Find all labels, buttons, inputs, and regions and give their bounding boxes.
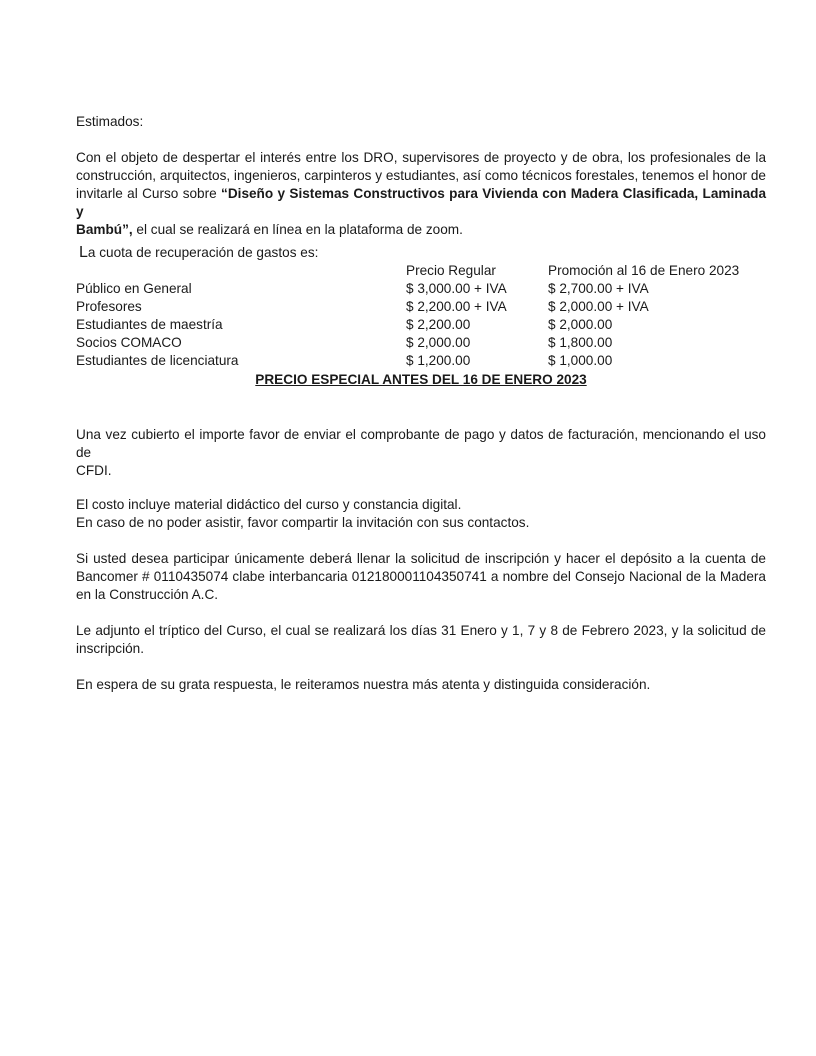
row-regular-price: $ 2,000.00: [406, 335, 471, 350]
intro-line-2: construcción, arquitectos, ingenieros, carpinteros y estudiantes, así como técnicos forestales, tenemos el honor de: [76, 168, 766, 183]
payment-line-2: CFDI.: [76, 463, 112, 478]
course-title-part-1: “Diseño y Sistemas Constructivos para Vivienda con Madera Clasificada, Laminada y: [76, 186, 767, 219]
deposit-line-2: Bancomer # 0110435074 clabe interbancaria 012180001104350741 a nombre del Consejo Nacional de la Madera: [76, 569, 766, 584]
price-row: [76, 352, 766, 370]
price-table-header: [76, 262, 766, 280]
intro-line-1: Con el objeto de despertar el interés entre los DRO, supervisores de proyecto y de obra, los profesionales de la: [76, 150, 766, 165]
row-regular-price: $ 2,200.00 + IVA: [406, 299, 507, 314]
header-regular: Precio Regular: [406, 263, 496, 278]
row-regular-price: $ 2,200.00: [406, 317, 471, 332]
cuota-heading: [76, 244, 766, 262]
row-promo-price: $ 2,000.00: [548, 317, 613, 332]
special-price-heading: PRECIO ESPECIAL ANTES DEL 16 DE ENERO 2023: [255, 372, 587, 387]
row-label: Público en General: [76, 281, 192, 296]
deposit-paragraph: [76, 550, 766, 604]
row-promo-price: $ 1,000.00: [548, 353, 613, 368]
payment-line-1: Una vez cubierto el importe favor de enviar el comprobante de pago y datos de facturación, mencionando el uso de: [76, 427, 766, 460]
includes-line-1: El costo incluye material didáctico del curso y constancia digital.: [76, 497, 462, 512]
row-label: Socios COMACO: [76, 335, 182, 350]
deposit-line-3: en la Construcción A.C.: [76, 587, 219, 602]
row-promo-price: $ 2,000.00 + IVA: [548, 299, 649, 314]
payment-paragraph: [76, 426, 766, 480]
attachment-line-2: inscripción.: [76, 641, 144, 656]
intro-line-3-prefix: invitarle al Curso sobre: [76, 186, 222, 201]
cuota-first-letter: L: [79, 244, 88, 261]
row-regular-price: $ 3,000.00 + IVA: [406, 281, 507, 296]
includes-line-2: En caso de no poder asistir, favor compartir la invitación con sus contactos.: [76, 515, 530, 530]
intro-paragraph: [76, 149, 766, 239]
cuota-text: a cuota de recuperación de gastos es:: [87, 245, 319, 260]
intro-line-4-rest: el cual se realizará en línea en la plataforma de zoom.: [132, 222, 463, 237]
price-row: [76, 316, 766, 334]
intro-line-3: [76, 185, 766, 221]
price-table: [76, 262, 766, 370]
attachment-line-1: Le adjunto el tríptico del Curso, el cual se realizará los días 31 Enero y 1, 7 y 8 de Febrero 2023, y la solicitud de: [76, 623, 766, 638]
price-row: [76, 298, 766, 316]
attachment-paragraph: [76, 622, 766, 658]
greeting: [76, 113, 766, 131]
price-row: [76, 280, 766, 298]
row-promo-price: $ 1,800.00: [548, 335, 613, 350]
includes-paragraph: [76, 496, 766, 532]
row-label: Profesores: [76, 299, 142, 314]
closing-paragraph: [76, 676, 766, 694]
greeting-text: Estimados:: [76, 114, 144, 129]
row-label: Estudiantes de licenciatura: [76, 353, 239, 368]
row-label: Estudiantes de maestría: [76, 317, 223, 332]
closing-text: En espera de su grata respuesta, le reiteramos nuestra más atenta y distinguida consideración.: [76, 677, 651, 692]
row-promo-price: $ 2,700.00 + IVA: [548, 281, 649, 296]
course-title-part-2: Bambú”,: [76, 222, 133, 237]
intro-line-4: [76, 221, 766, 239]
deposit-line-1: Si usted desea participar únicamente deberá llenar la solicitud de inscripción y hacer el depósito a la cuenta de: [76, 551, 766, 566]
header-promo: Promoción al 16 de Enero 2023: [548, 263, 740, 278]
price-row: [76, 334, 766, 352]
row-regular-price: $ 1,200.00: [406, 353, 471, 368]
